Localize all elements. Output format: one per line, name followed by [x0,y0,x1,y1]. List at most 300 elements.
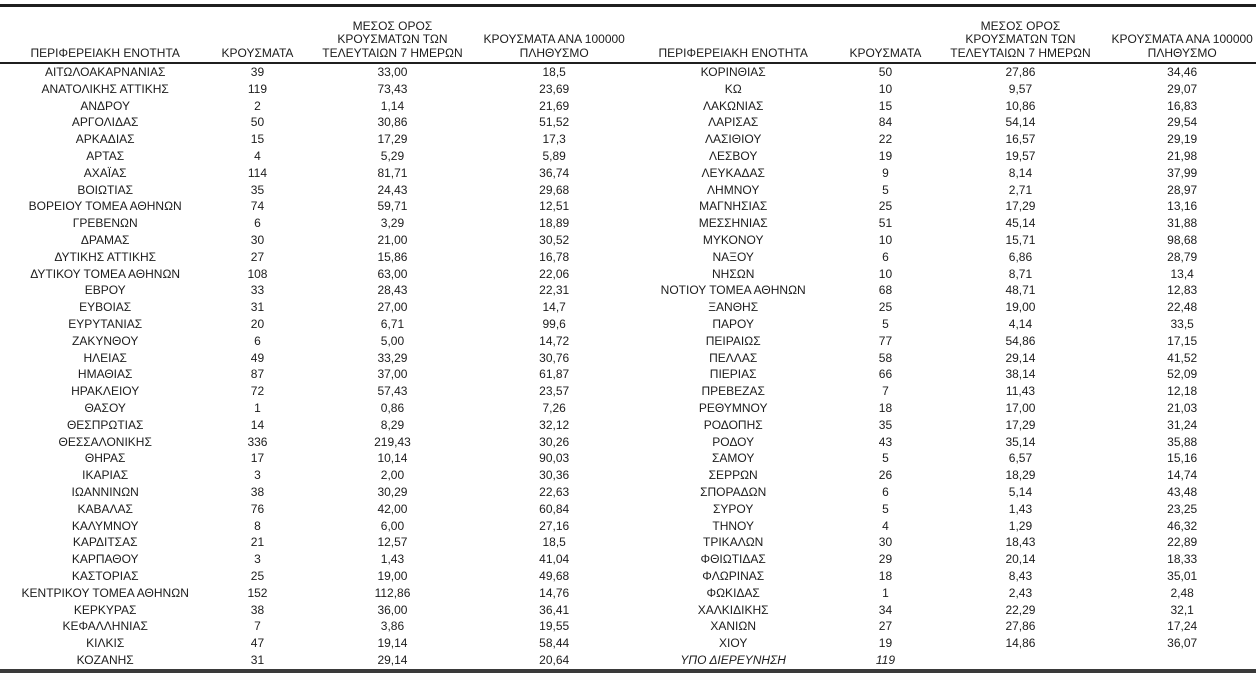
cell-cases: 51 [878,216,893,231]
table-row [628,400,1256,417]
cell-cases: 17 [250,451,265,466]
cell-region: ΛΕΣΒΟΥ [708,148,758,163]
cell-region: ΤΗΝΟΥ [712,518,754,533]
cell-per100k: 33,5 [1170,316,1194,331]
column-header-per100k-line2: ΠΛΗΘΥΣΜΟ [519,45,589,60]
cell-avg7: 73,43 [377,81,408,96]
cell-cases: 7 [254,619,261,634]
cell-avg7: 33,29 [377,350,408,365]
cell-region: ΚΕΦΑΛΛΗΝΙΑΣ [62,619,148,634]
cell-avg7: 6,71 [380,316,405,331]
cell-cases: 27 [250,249,265,264]
cell-avg7: 10,14 [377,451,408,466]
table-row [0,652,628,669]
cell-region: ΒΟΡΕΙΟΥ ΤΟΜΕΑ ΑΘΗΝΩΝ [28,199,182,214]
cell-region: ΛΗΜΝΟΥ [707,182,760,197]
cell-cases: 22 [878,132,893,147]
cell-avg7: 19,57 [1005,148,1036,163]
cell-region: ΔΡΑΜΑΣ [80,232,130,247]
cell-per100k: 23,57 [539,384,570,399]
cell-per100k: 30,76 [539,350,570,365]
table-row [0,602,628,619]
cell-region: ΦΩΚΙΔΑΣ [706,585,760,600]
cell-region: ΗΛΕΙΑΣ [83,350,127,365]
cell-cases: 29 [878,552,893,567]
cell-avg7 [933,652,1109,669]
cell-per100k: 32,1 [1170,602,1194,617]
cell-avg7: 4,14 [1008,316,1033,331]
cell-region: ΕΥΡΥΤΑΝΙΑΣ [68,316,143,331]
cell-per100k: 22,06 [539,266,570,281]
column-header-cases [210,47,304,61]
cell-cases: 34 [878,602,893,617]
column-header-avg7 [933,20,1109,61]
cell-avg7: 42,00 [377,501,408,516]
cell-region: ΚΑΡΠΑΘΟΥ [71,552,139,567]
cell-per100k: 14,7 [542,300,566,315]
cell-avg7: 11,43 [1005,384,1036,399]
cell-cases: 9 [882,165,889,180]
cell-cases: 4 [882,518,889,533]
cell-per100k: 30,36 [539,468,570,483]
table-left-header-row [0,7,628,64]
cell-region: ΖΑΚΥΝΘΟΥ [72,333,139,348]
cell-per100k: 20,64 [539,652,570,667]
cell-avg7: 219,43 [374,434,411,449]
cell-region: ΛΑΣΙΘΙΟΥ [704,132,762,147]
cell-region: ΑΝΔΡΟΥ [80,98,130,113]
table-row [0,165,628,182]
cell-cases: 6 [882,249,889,264]
column-header-region [628,47,838,61]
cell-per100k: 29,19 [1167,132,1198,147]
table-row [0,467,628,484]
table-row [628,450,1256,467]
cell-cases: 15 [878,98,893,113]
column-header-per100k-line2: ΠΛΗΘΥΣΜΟ [1147,45,1217,60]
cell-region: ΜΥΚΟΝΟΥ [702,232,764,247]
cell-avg7: 38,14 [1005,367,1036,382]
cell-cases: 1 [254,400,261,415]
cell-per100k: 49,68 [539,568,570,583]
table-row [0,198,628,215]
cell-cases: 30 [250,232,265,247]
table-row [0,618,628,635]
cell-per100k: 41,52 [1167,350,1198,365]
cell-per100k: 58,44 [539,636,570,651]
cell-region: ΞΑΝΘΗΣ [708,300,759,315]
column-header-avg7-line3: ΤΕΛΕΥΤΑΙΩΝ 7 ΗΜΕΡΩΝ [322,45,463,60]
cell-per100k: 22,89 [1167,535,1198,550]
cell-per100k: 18,33 [1167,552,1198,567]
cell-region: ΛΑΚΩΝΙΑΣ [702,98,764,113]
cell-per100k: 12,18 [1167,384,1198,399]
cell-region: ΣΕΡΡΩΝ [708,468,758,483]
cell-per100k: 13,16 [1167,199,1198,214]
cell-per100k: 36,41 [539,602,570,617]
table-row [628,333,1256,350]
cell-cases: 14 [250,417,265,432]
cell-cases: 152 [247,585,268,600]
cell-cases: 76 [250,501,265,516]
cell-avg7: 16,57 [1005,132,1036,147]
cell-cases: 43 [878,434,893,449]
cell-per100k: 27,16 [539,518,570,533]
cell-per100k: 30,26 [539,434,570,449]
cell-avg7: 6,86 [1008,249,1033,264]
cell-region: ΚΑΣΤΟΡΙΑΣ [71,568,139,583]
cell-per100k: 23,69 [539,81,570,96]
cell-cases: 50 [250,115,265,130]
table-row [0,114,628,131]
cell-per100k: 29,54 [1167,115,1198,130]
cell-per100k: 15,16 [1167,451,1198,466]
cell-region: ΠΙΕΡΙΑΣ [709,367,757,382]
table-row [628,98,1256,115]
cell-avg7: 29,14 [377,652,408,667]
cell-per100k: 14,74 [1167,468,1198,483]
cell-avg7: 18,43 [1005,535,1036,550]
column-header-avg7 [305,20,481,61]
table-row [0,350,628,367]
table-row [628,182,1256,199]
cell-cases: 6 [254,333,261,348]
table-row [628,602,1256,619]
cell-avg7: 10,86 [1005,98,1036,113]
table-row [628,81,1256,98]
table-row [628,551,1256,568]
column-header-per100k [1108,33,1256,60]
table-row [628,249,1256,266]
cell-cases: 10 [878,232,893,247]
cell-region: ΚΟΡΙΝΘΙΑΣ [700,65,766,79]
table-row [628,266,1256,283]
column-header-avg7-line2: ΚΡΟΥΣΜΑΤΩΝ ΤΩΝ [337,32,448,46]
cell-region: ΧΑΝΙΩΝ [710,619,757,634]
cell-cases: 58 [878,350,893,365]
table-row [628,299,1256,316]
cell-per100k: 51,52 [539,115,570,130]
cell-cases: 8 [254,518,261,533]
cell-per100k: 31,24 [1167,417,1198,432]
cell-avg7: 59,71 [377,199,408,214]
table-row [628,366,1256,383]
cell-cases: 87 [250,367,265,382]
cell-region: ΣΥΡΟΥ [712,501,754,516]
cell-cases: 108 [247,266,268,281]
cell-region: ΚΑΛΥΜΝΟΥ [71,518,139,533]
cell-cases: 31 [250,300,265,315]
cell-per100k: 14,76 [539,585,570,600]
table-row [0,282,628,299]
cell-cases: 66 [878,367,893,382]
cell-cases: 114 [247,165,268,180]
column-header-avg7-line2: ΚΡΟΥΣΜΑΤΩΝ ΤΩΝ [965,32,1076,46]
cell-region: ΣΠΟΡΑΔΩΝ [700,484,767,499]
cell-region: ΙΩΑΝΝΙΝΩΝ [71,484,139,499]
cell-avg7: 17,00 [1005,400,1036,415]
cell-avg7: 54,14 [1005,115,1036,130]
cell-avg7: 14,86 [1005,636,1036,651]
cell-per100k: 21,98 [1167,148,1198,163]
cell-avg7: 24,43 [377,182,408,197]
cell-cases: 35 [250,182,265,197]
cell-cases: 18 [878,568,893,583]
cell-per100k: 29,07 [1167,81,1198,96]
cell-region: ΚΕΡΚΥΡΑΣ [73,602,137,617]
column-header-avg7-line1: ΜΕΣΟΣ ΟΡΟΣ [352,18,433,33]
table-row [0,182,628,199]
cell-cases: 38 [250,602,265,617]
cell-per100k: 61,87 [539,367,570,382]
cell-avg7: 5,29 [380,148,405,163]
cell-avg7: 2,43 [1008,585,1033,600]
cell-region: ΧΑΛΚΙΔΙΚΗΣ [697,602,769,617]
cell-cases: 2 [254,98,261,113]
cell-region: ΚΟΖΑΝΗΣ [76,652,134,667]
table-row [0,417,628,434]
cell-region: ΗΜΑΘΙΑΣ [77,367,133,382]
cell-avg7: 29,14 [1005,350,1036,365]
cell-avg7: 17,29 [1005,199,1036,214]
cell-avg7: 8,43 [1008,568,1033,583]
cell-avg7: 35,14 [1005,434,1036,449]
cell-region: ΘΑΣΟΥ [84,400,126,415]
cell-avg7: 1,43 [1008,501,1033,516]
cell-region: ΦΛΩΡΙΝΑΣ [702,568,765,583]
cell-cases: 3 [254,552,261,567]
table-row [0,64,628,81]
cell-cases: 119 [247,81,268,96]
cell-avg7: 1,29 [1008,518,1033,533]
cell-avg7: 17,29 [377,132,408,147]
cell-cases: 21 [250,535,265,550]
cell-avg7: 8,29 [380,417,405,432]
table-row [628,652,1256,669]
table-row [628,232,1256,249]
table-left-body [0,64,628,669]
cell-avg7: 54,86 [1005,333,1036,348]
cell-per100k: 60,84 [539,501,570,516]
cell-region: ΝΑΞΟΥ [712,249,754,264]
table-row [0,333,628,350]
cell-avg7: 2,00 [380,468,405,483]
cell-cases: 5 [882,501,889,516]
cell-per100k: 21,69 [539,98,570,113]
cell-cases: 5 [882,316,889,331]
table-row [0,450,628,467]
cell-avg7: 45,14 [1005,216,1036,231]
cell-region: ΘΕΣΣΑΛΟΝΙΚΗΣ [58,434,152,449]
column-header-avg7-line1: ΜΕΣΟΣ ΟΡΟΣ [980,18,1061,33]
cell-region: ΑΡΚΑΔΙΑΣ [75,132,135,147]
cell-region: ΑΧΑΪΑΣ [83,165,127,180]
cell-per100k: 16,83 [1167,98,1198,113]
table-row [628,114,1256,131]
cell-per100k: 18,5 [542,65,566,79]
cell-region: ΑΡΤΑΣ [86,148,125,163]
cell-region: ΠΡΕΒΕΖΑΣ [701,384,765,399]
cell-per100k: 46,32 [1167,518,1198,533]
cell-avg7: 17,29 [1005,417,1036,432]
table-row [628,467,1256,484]
cell-region: ΙΚΑΡΙΑΣ [82,468,129,483]
cell-per100k: 28,97 [1167,182,1198,197]
cell-avg7: 2,71 [1008,182,1033,197]
cell-cases: 7 [882,384,889,399]
cell-per100k: 17,15 [1167,333,1198,348]
cell-region: ΜΕΣΣΗΝΙΑΣ [698,216,768,231]
cell-avg7: 21,00 [377,232,408,247]
table-row [0,551,628,568]
cell-region: ΚΩ [724,81,742,96]
table-row [0,232,628,249]
table-row [628,282,1256,299]
cell-cases: 19 [878,636,893,651]
column-header-per100k-line1: ΚΡΟΥΣΜΑΤΑ ΑΝΑ 100000 [483,32,625,46]
table-row [628,534,1256,551]
cell-region: ΚΑΡΔΙΤΣΑΣ [72,535,138,550]
regional-cases-table-sheet [0,4,1256,673]
cell-avg7: 5,00 [380,333,405,348]
table-row [628,484,1256,501]
cell-cases: 119 [875,652,896,667]
cell-per100k: 99,6 [542,316,566,331]
cell-avg7: 5,14 [1008,484,1033,499]
cell-region: ΠΕΙΡΑΙΩΣ [705,333,761,348]
cell-avg7: 27,86 [1005,65,1036,79]
cell-per100k: 98,68 [1167,232,1198,247]
cell-per100k: 90,03 [539,451,570,466]
cell-region: ΤΡΙΚΑΛΩΝ [703,535,764,550]
cell-cases: 5 [882,182,889,197]
table-row [0,585,628,602]
table-row [0,400,628,417]
table-row [628,417,1256,434]
cell-cases: 1 [882,585,889,600]
cell-per100k: 7,26 [542,400,566,415]
cell-region: ΠΕΛΛΑΣ [709,350,758,365]
cell-avg7: 3,86 [380,619,405,634]
cell-per100k: 21,03 [1167,400,1198,415]
cell-avg7: 1,14 [380,98,405,113]
table-row [0,366,628,383]
cell-cases: 68 [878,283,893,298]
cell-region: ΓΡΕΒΕΝΩΝ [72,216,138,231]
cell-avg7: 8,14 [1008,165,1033,180]
cell-cases: 77 [878,333,893,348]
cell-per100k: 23,25 [1167,501,1198,516]
cell-avg7: 12,57 [377,535,408,550]
table-row [628,350,1256,367]
cell-cases: 39 [250,65,265,79]
cell-avg7: 27,00 [377,300,408,315]
table-row [628,316,1256,333]
table-row [0,501,628,518]
table-row [628,568,1256,585]
cell-region: ΑΝΑΤΟΛΙΚΗΣ ΑΤΤΙΚΗΣ [41,81,169,96]
table-row [628,148,1256,165]
cell-region: ΔΥΤΙΚΟΥ ΤΟΜΕΑ ΑΘΗΝΩΝ [30,266,181,281]
cell-region: ΥΠΟ ΔΙΕΡΕΥΝΗΣΗ [680,652,786,667]
table-row [0,434,628,451]
cell-region: ΕΥΒΟΙΑΣ [79,300,132,315]
cell-avg7: 19,00 [377,568,408,583]
table-row [628,131,1256,148]
cell-avg7: 19,00 [1005,300,1036,315]
cell-cases: 6 [882,484,889,499]
cell-cases: 49 [250,350,265,365]
cell-per100k: 13,4 [1170,266,1194,281]
cell-region: ΝΗΣΩΝ [711,266,755,281]
table-row [0,316,628,333]
table-row [0,484,628,501]
cell-avg7: 27,86 [1005,619,1036,634]
table-left [0,7,628,669]
cell-cases: 25 [878,300,893,315]
cell-per100k: 18,5 [542,535,566,550]
cell-region: ΜΑΓΝΗΣΙΑΣ [699,199,768,214]
cell-cases: 10 [878,266,893,281]
table-row [0,266,628,283]
cell-region: ΡΟΔΟΠΗΣ [703,417,763,432]
cell-region: ΧΙΟΥ [719,636,748,651]
cell-cases: 4 [254,148,261,163]
cell-cases: 47 [250,636,265,651]
cell-avg7: 1,43 [380,552,405,567]
cell-per100k [1108,652,1256,669]
table-row [0,131,628,148]
table-row [0,383,628,400]
cell-per100k: 18,89 [539,216,570,231]
cell-cases: 20 [250,316,265,331]
cell-avg7: 30,86 [377,115,408,130]
table-row [628,618,1256,635]
column-header-region-label: ΠΕΡΙΦΕΡΕΙΑΚΗ ΕΝΟΤΗΤΑ [30,45,180,60]
table-row [0,568,628,585]
cell-cases: 26 [878,468,893,483]
cell-per100k: 16,78 [539,249,570,264]
cell-per100k: 19,55 [539,619,570,634]
cell-cases: 6 [254,216,261,231]
cell-region: ΝΟΤΙΟΥ ΤΟΜΕΑ ΑΘΗΝΩΝ [660,283,806,298]
column-header-cases-label: ΚΡΟΥΣΜΑΤΑ [849,45,922,60]
cell-avg7: 8,71 [1008,266,1033,281]
cell-region: ΛΑΡΙΣΑΣ [708,115,759,130]
cell-per100k: 37,99 [1167,165,1198,180]
cell-cases: 336 [247,434,268,449]
cell-region: ΣΑΜΟΥ [712,451,755,466]
cell-region: ΘΗΡΑΣ [84,451,126,466]
cell-avg7: 9,57 [1008,81,1033,96]
cell-avg7: 20,14 [1005,552,1036,567]
cell-per100k: 22,31 [539,283,570,298]
cell-avg7: 18,29 [1005,468,1036,483]
cell-cases: 3 [254,468,261,483]
cell-region: ΒΟΙΩΤΙΑΣ [77,182,134,197]
cell-region: ΠΑΡΟΥ [712,316,754,331]
cell-region: ΔΥΤΙΚΗΣ ΑΤΤΙΚΗΣ [54,249,157,264]
cell-per100k: 2,48 [1170,585,1194,600]
cell-cases: 33 [250,283,265,298]
cell-per100k: 30,52 [539,232,570,247]
cell-cases: 25 [250,568,265,583]
cell-cases: 15 [250,132,265,147]
cell-avg7: 57,43 [377,384,408,399]
column-header-cases [838,47,932,61]
cell-cases: 10 [878,81,893,96]
column-header-per100k [480,33,628,60]
